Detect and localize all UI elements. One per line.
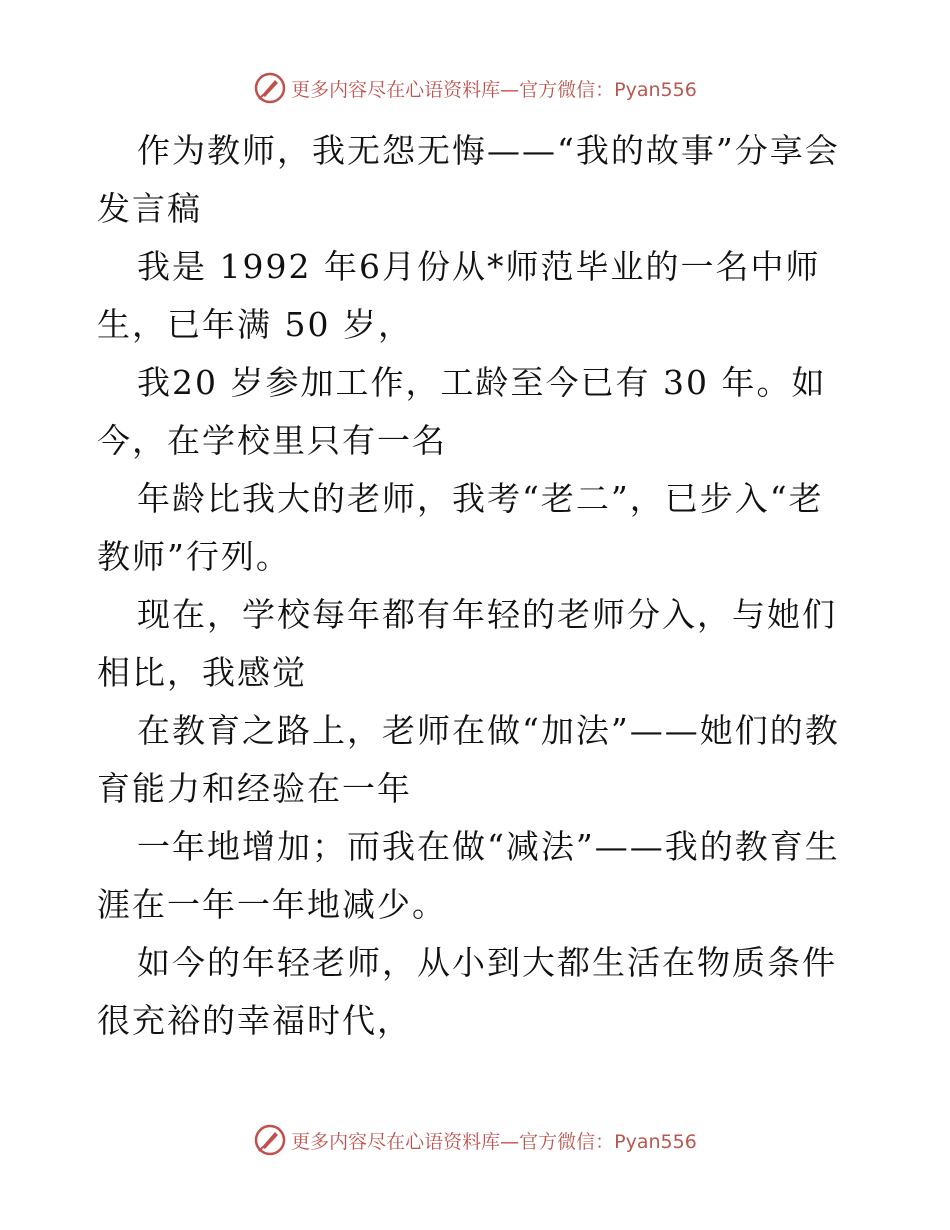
paragraph: 年龄比我大的老师，我考“老二”，已步入“老教师”行列。 [97,479,824,576]
paragraph: 在教育之路上，老师在做“加法”——她们的教育能力和经验在一年 [97,711,840,808]
paragraph-title: 作为教师，我无怨无悔——“我的故事”分享会发言稿 [97,131,840,228]
paragraph: 我20 岁参加工作，工龄至今已有 30 年。如今，在学校里只有一名 [97,363,827,460]
paragraph: 一年地增加；而我在做“减法”——我的教育生涯在一年一年地减少。 [97,827,840,924]
header-banner-text: 更多内容尽在心语资料库— [291,78,520,101]
header-banner-wechat: 官方微信：Pyan556 [519,78,697,101]
quill-logo-icon [253,71,287,105]
paragraph: 现在，学校每年都有年轻的老师分入，与她们相比，我感觉 [97,595,837,692]
quill-logo-icon [253,1123,287,1157]
paragraph: 我是 1992 年6月份从*师范毕业的一名中师生，已年满 50 岁， [97,247,821,344]
header-banner [0,68,950,108]
footer-banner-text: 更多内容尽在心语资料库— [291,1130,520,1153]
paragraph: 如今的年轻老师，从小到大都生活在物质条件很充裕的幸福时代， [97,943,837,1040]
footer-banner-wechat: 官方微信：Pyan556 [519,1130,697,1153]
document-body [97,122,857,1050]
footer-banner [0,1120,950,1160]
